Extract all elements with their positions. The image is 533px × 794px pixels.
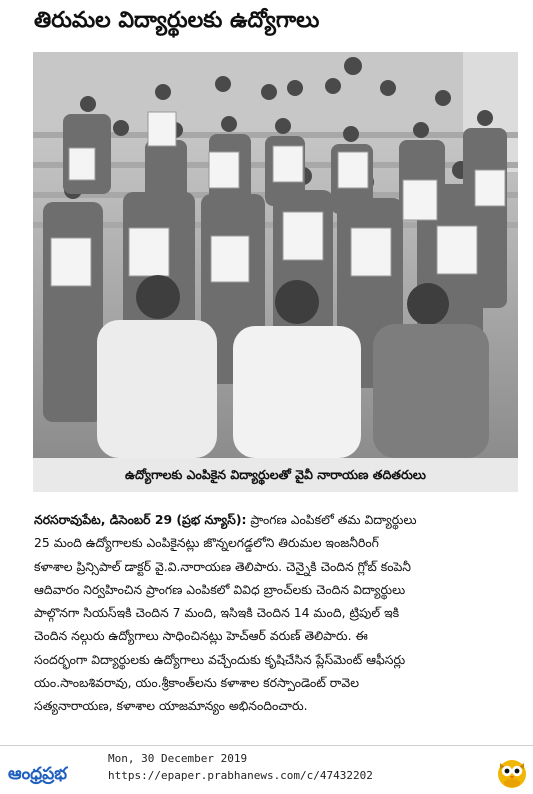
edition-date: Mon, 30 December 2019 bbox=[108, 752, 248, 765]
article-line: యం.సాంబశివరావు, యం.శ్రీకాంత్‌లను కళాశాల కరస్పాండెంట్ రావెల bbox=[34, 675, 359, 691]
andhraprabha-logo bbox=[6, 757, 102, 787]
owl-icon[interactable] bbox=[496, 755, 528, 789]
footer-meta bbox=[108, 750, 373, 784]
logo-text: ఆంధ్రప్రభ bbox=[8, 764, 68, 784]
dateline: నరసరావుపేట, డిసెంబర్ 29 (ప్రభ న్యూస్): bbox=[34, 512, 247, 527]
article-line: కళాశాల ప్రిన్సిపాల్ డాక్టర్ వై.వి.నారాయణ తెలిపారు. చెన్నైకి చెందిన గ్లోబ్ కంపెనీ bbox=[34, 558, 412, 574]
article-body bbox=[34, 508, 519, 718]
article-line: పాల్గొనగా సియస్ఇకి చెందిన 7 మంది, ఇసిఇకి చెందిన 14 మంది, ట్రిపుల్ ఇకి bbox=[34, 605, 400, 621]
epaper-url[interactable]: https://epaper.prabhanews.com/c/47432202 bbox=[108, 769, 373, 782]
headline: తిరుమల విద్యార్థులకు ఉద్యోగాలు bbox=[34, 8, 320, 33]
article-line: చెందిన నల్గురు ఉద్యోగాలు సాధించినట్లు హెచ్ఆర్ వరుణ్ తెలిపారు. ఈ bbox=[34, 628, 368, 644]
photo-caption: ఉద్యోగాలకు ఎంపికైన విద్యార్థులతో వైవీ నారాయణ తదితరులు bbox=[33, 458, 518, 492]
article-line: సందర్భంగా విద్యార్థులకు ఉద్యోగాలు వచ్చేందుకు కృషిచేసిన ప్లేస్‌మెంట్ ఆఫీసర్లు bbox=[34, 651, 406, 667]
group-photo bbox=[33, 52, 518, 458]
article-line bbox=[34, 508, 519, 531]
article-line-text: ప్రాంగణ ఎంపికలో తమ విద్యార్థులు bbox=[246, 512, 417, 527]
article-line: 25 మంది ఉద్యోగాలకు ఎంపికైనట్లు జొన్నలగడ్డలోని తిరుమల ఇంజనీరింగ్ bbox=[34, 535, 379, 551]
group-photo-illustration bbox=[33, 52, 518, 458]
article-line: సత్యనారాయణ, కళాశాల యాజమాన్యం అభినందించారు. bbox=[34, 698, 308, 714]
article-line: ఆదివారం నిర్వహించిన ప్రాంగణ ఎంపికలో వివిధ బ్రాంచ్‌లకు చెందిన విద్యార్థులు bbox=[34, 581, 406, 597]
